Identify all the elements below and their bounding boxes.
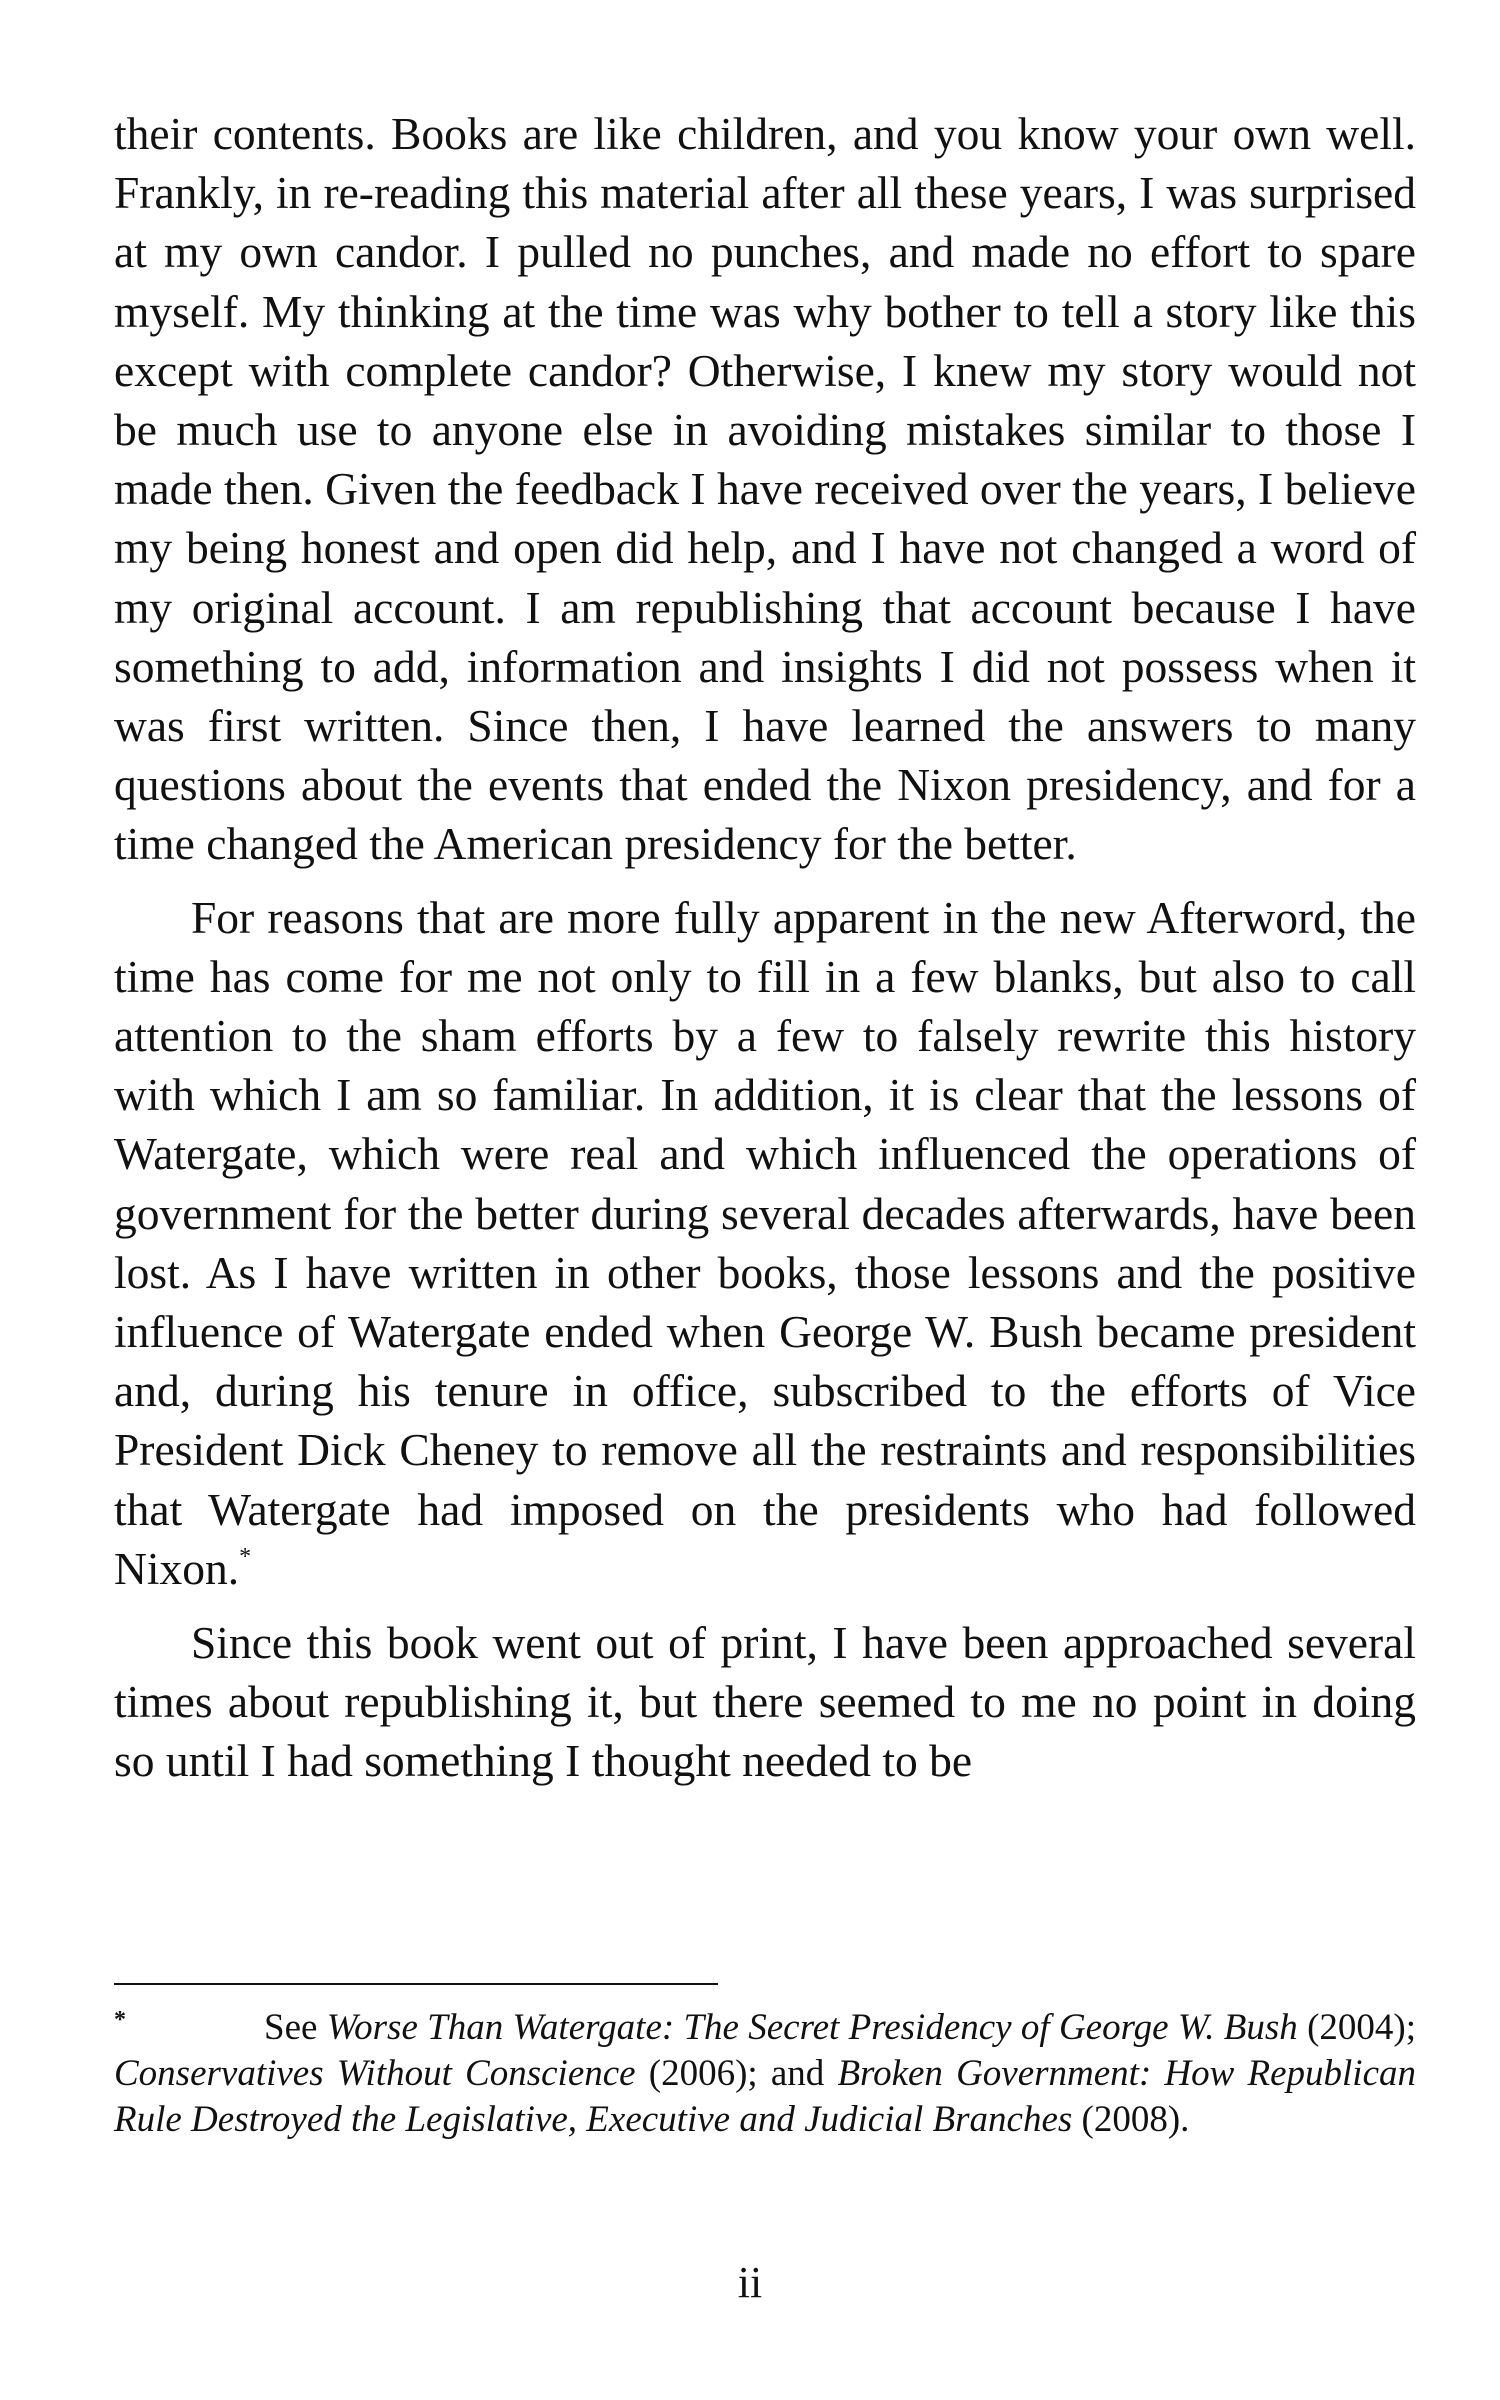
footnote-divider — [114, 1983, 718, 1985]
paragraph-spacer — [114, 874, 1416, 888]
footnote — [114, 2005, 1416, 2143]
footnote-reference-marker: * — [239, 1543, 252, 1570]
paragraph-2 — [114, 888, 1416, 1598]
footnote-book-title-2: Conservatives Without Conscience — [114, 2053, 636, 2094]
page-number: ii — [737, 2258, 763, 2307]
footnote-year-2: (2006); and — [635, 2053, 838, 2094]
footnote-marker: * — [114, 2007, 126, 2033]
page-body — [114, 104, 1416, 1791]
footnote-year-1: (2004); — [1297, 2007, 1416, 2048]
footnote-lead: See — [264, 2007, 327, 2048]
paragraph-1: their contents. Books are like children, and you know your own well. Frankly, in re-reading this material after all these years, I was surprised at my own candor. I pulled no punches, and made no effort to spare myself. My thinking at the time was why bother to tell a story like this except with complete candor? Otherwise, I knew my story would not be much use to anyone else in avoiding mistakes similar to those I made then. Given the feedback I have received over the years, I believe my being honest and open did help, and I have not changed a word of my original account. I am republishing that account because I have something to add, information and insights I did not possess when it was first written. Since then, I have learned the answers to many questions about the events that ended the Nixon presidency, and for a time changed the American presidency for the better. — [114, 108, 1416, 870]
paragraph-spacer — [114, 1598, 1416, 1613]
paragraph-2-text: For reasons that are more fully apparent in the new Afterword, the time has come for me not only to fill in a few blanks, but also to call attention to the sham efforts by a few to falsely rewrite this history with which I am so familiar. In addition, it is clear that the lessons of Watergate, which were real and which influenced the operations of government for the better during several decades afterwards, have been lost. As I have written in other books, those lessons and the positive influence of Watergate ended when George W. Bush became president and, during his tenure in office, subscribed to the efforts of Vice President Dick Cheney to remove all the restraints and responsibilities that Watergate had imposed on the presidents who had followed Nixon. — [114, 891, 1416, 1594]
footnote-year-3: (2008). — [1072, 2099, 1190, 2140]
footnote-book-title-1: Worse Than Watergate: The Secret Presidency of George W. Bush — [326, 2007, 1298, 2048]
footnote-book-title-3: Broken Government: How Republican Rule Destroyed the Legislative, Executive and Judicial Branches — [114, 2053, 1416, 2140]
paragraph-3: Since this book went out of print, I have been approached several times about republishing it, but there seemed to me no point in doing so until I had something I thought needed to be — [114, 1617, 1416, 1787]
